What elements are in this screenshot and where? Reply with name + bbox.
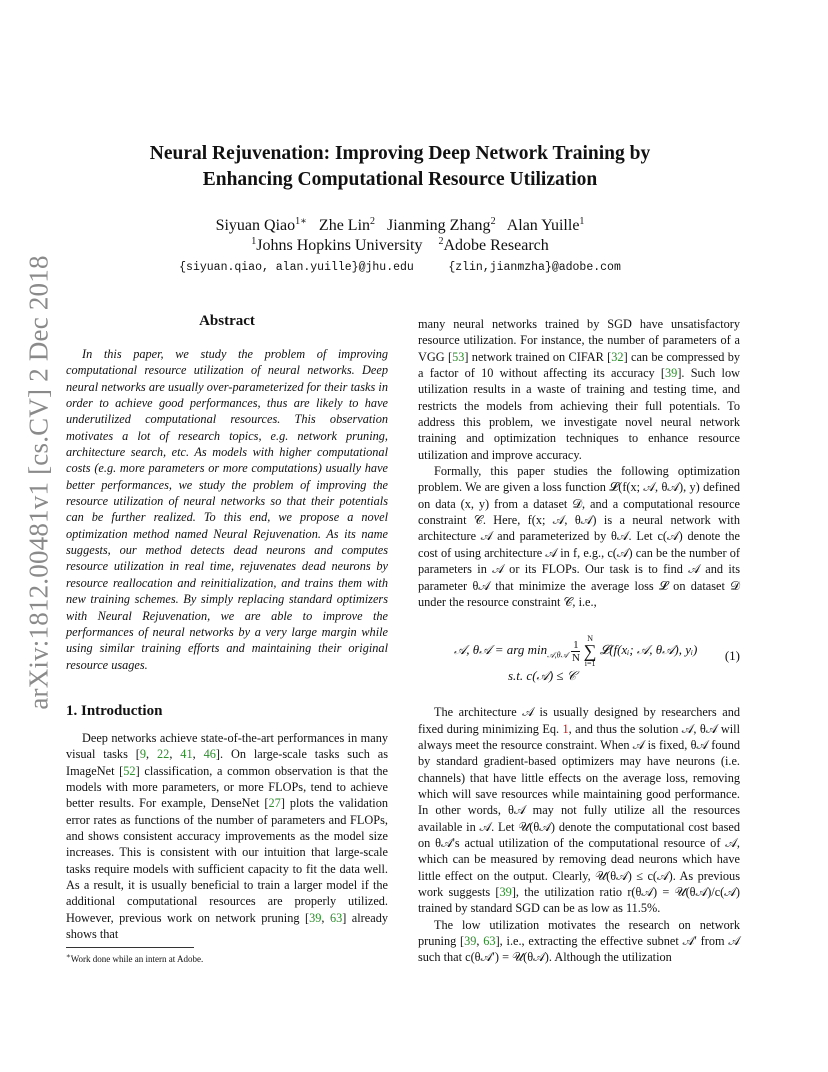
equation-main-line: 𝒜, θ𝒜 = arg $\min_{𝒜,\theta 𝒜} \frac{1}{N}$ N ∑ i=1 𝓛(f(xᵢ; 𝒜, θ𝒜), yᵢ): [454, 634, 698, 669]
equation-constraint: s.t. c(𝒜) ≤ 𝒞: [508, 668, 577, 684]
citation-link[interactable]: 63: [483, 934, 496, 948]
author-names: [100, 216, 700, 236]
citation-link[interactable]: 22: [157, 747, 170, 762]
section-heading-introduction: 1. Introduction: [66, 703, 163, 719]
footnote-mark: ∗: [66, 952, 71, 960]
citation-link[interactable]: 52: [123, 763, 136, 778]
abstract-heading: Abstract: [199, 313, 255, 329]
equation-1: [418, 620, 740, 694]
paragraph: many neural networks trained by SGD have unsatisfactory resource utilization. For instance, the number of parameters of a VGG [53] network trained on CIFAR [32] can be compressed by a factor of 10 without affecting its accuracy [39]. Such low utilization results in a waste of training and testing time, and restricts the models from achieving their full potentials. To address this problem, we investigate novel neural network training and optimization techniques to enhance resource utilization and improve accuracy.: [418, 317, 740, 462]
title-line-1: Neural Rejuvenation: Improving Deep Network Training by: [149, 143, 651, 164]
affil-mark: 1: [251, 236, 257, 247]
right-column: [418, 316, 740, 966]
affiliation: Johns Hopkins University: [256, 237, 423, 254]
footnote: [66, 952, 203, 964]
email: {siyuan.qiao, alan.yuille}@jhu.edu: [179, 261, 414, 274]
citation-link[interactable]: 41: [180, 747, 193, 762]
citation-link[interactable]: 39: [309, 910, 322, 925]
author-name: Alan Yuille: [506, 217, 580, 234]
affil-mark: 2: [438, 236, 444, 247]
paragraph: Formally, this paper studies the following optimization problem. We are given a loss function 𝓛(f(x; 𝒜, θ𝒜), y) defined on data (x, y) from a dataset 𝒟, and a computational resource constraint 𝒞. Here, f(x; 𝒜, θ𝒜) is a neural network with architecture 𝒜 and parameterized by θ𝒜. Let c(𝒜) denote the cost of using architecture 𝒜 in f, e.g., c(𝒜) can be the number of parameters in 𝒜 or its FLOPs. Our task is to find 𝒜 and its parameter θ𝒜 that minimize the average loss 𝓛 on dataset 𝒟 under the resource constraint 𝒞, i.e.,: [418, 464, 740, 609]
author-name: Zhe Lin: [318, 217, 371, 234]
equation-reference-link[interactable]: 1: [562, 721, 569, 736]
citation-link[interactable]: 9: [139, 747, 147, 762]
author-block: [100, 216, 700, 256]
author-affil-mark: 2: [370, 216, 376, 227]
summation: N ∑ i=1: [583, 634, 597, 669]
abstract-body: [66, 346, 388, 673]
citation-link[interactable]: 46: [203, 747, 216, 762]
citation-link[interactable]: 39: [665, 366, 678, 381]
email: {zlin,jianmzha}@adobe.com: [448, 261, 621, 274]
affiliations: [100, 236, 700, 256]
footnote-text: Work done while an intern at Adobe.: [70, 954, 204, 964]
affiliation: Adobe Research: [443, 237, 549, 254]
footnote-rule: [66, 947, 194, 948]
paragraph: The architecture 𝒜 is usually designed by researchers and fixed during minimizing Eq. 1, and thus the solution 𝒜, θ𝒜 will always meet the resource constraint. When 𝒜 is fixed, θ𝒜 found by standard gradient-based optimizers may have neurons (i.e. channels) that have little effects on the average loss, removing which will save resources while maintaining good performance. In other words, θ𝒜 may not fully utilize all the resources available in 𝒜. Let 𝒰(θ𝒜) denote the computational cost based on θ𝒜's actual utilization of the computational resource of 𝒜, which can be measured by removing dead neurons which have little effect on the output. Clearly, 𝒰(θ𝒜) ≤ c(𝒜). As previous work suggests [39], the utilization ratio r(θ𝒜) = 𝒰(θ𝒜)/c(𝒜) trained by standard SGD can be as low as 11.5%.: [418, 705, 740, 916]
citation-link[interactable]: 39: [499, 884, 512, 899]
abstract-text: In this paper, we study the problem of improving computational resource utilization of neural networks. Deep neural networks are usually over-parameterized for their tasks in order to achieve good performances, thus are likely to have underutilized computational resources. This observation motivates a lot of research topics, e.g. network pruning, architecture search, etc. As models with higher computational costs (e.g. more parameters or more computations) usually have better performances, we study the problem of improving the resource utilization of neural networks so that their potentials can be further realized. To this end, we propose a novel optimization method named Neural Rejuvenation. As its name suggests, our method detects dead neurons and computes resource utilization in real time, rejuvenates dead neurons by resource reallocation and reinitialization, and trains them with new training schemes. By simply replacing standard optimizers with Neural Rejuvenation, we are able to improve the performances of neural networks by a very large margin while using similar training efforts and maintaining their original resource usages.: [66, 347, 388, 672]
fraction: $\frac{1}{N}$: [571, 638, 580, 664]
equation-number: (1): [724, 648, 740, 664]
paper-title: [100, 141, 700, 193]
author-affil-mark: 1∗: [295, 216, 307, 227]
author-name: Jianming Zhang: [387, 217, 491, 234]
citation-link[interactable]: 39: [464, 934, 477, 948]
author-affil-mark: 2: [490, 216, 496, 227]
author-name: Siyuan Qiao: [215, 217, 296, 234]
paragraph: Deep networks achieve state-of-the-art performances in many visual tasks [9, 22, 41, 46]. On large-scale tasks such as ImageNet [52] classification, a common observation is that the models with more parameters, or more FLOPs, tend to achieve better results. For example, DenseNet [27] plots the validation error rates as functions of the number of parameters and FLOPs, and shows consistent accuracy improvements as the model size increases. This is consistent with our intuition that large-scale tasks require models with sufficient capacity to fit the data well. As a result, it is usually beneficial to train a larger model if the additional computational resources are properly utilized. However, previous work on network pruning [39, 63] already shows that: [66, 731, 389, 942]
introduction-left-column: [66, 730, 388, 942]
author-emails: [100, 261, 700, 274]
title-line-2: Enhancing Computational Resource Utilization: [202, 169, 598, 190]
citation-link[interactable]: 27: [268, 796, 281, 811]
citation-link[interactable]: 63: [329, 910, 343, 925]
author-affil-mark: 1: [579, 216, 585, 227]
citation-link[interactable]: 53: [452, 349, 465, 364]
arxiv-stamp: arXiv:1812.00481v1 [cs.CV] 2 Dec 2018: [23, 254, 54, 710]
paragraph: The low utilization motivates the research on network pruning [39, 63], i.e., extracting the effective subnet 𝒜′ from 𝒜 such that c(θ𝒜′) = 𝒰(θ𝒜). Although the utilization: [418, 917, 740, 965]
citation-link[interactable]: 32: [611, 349, 624, 364]
